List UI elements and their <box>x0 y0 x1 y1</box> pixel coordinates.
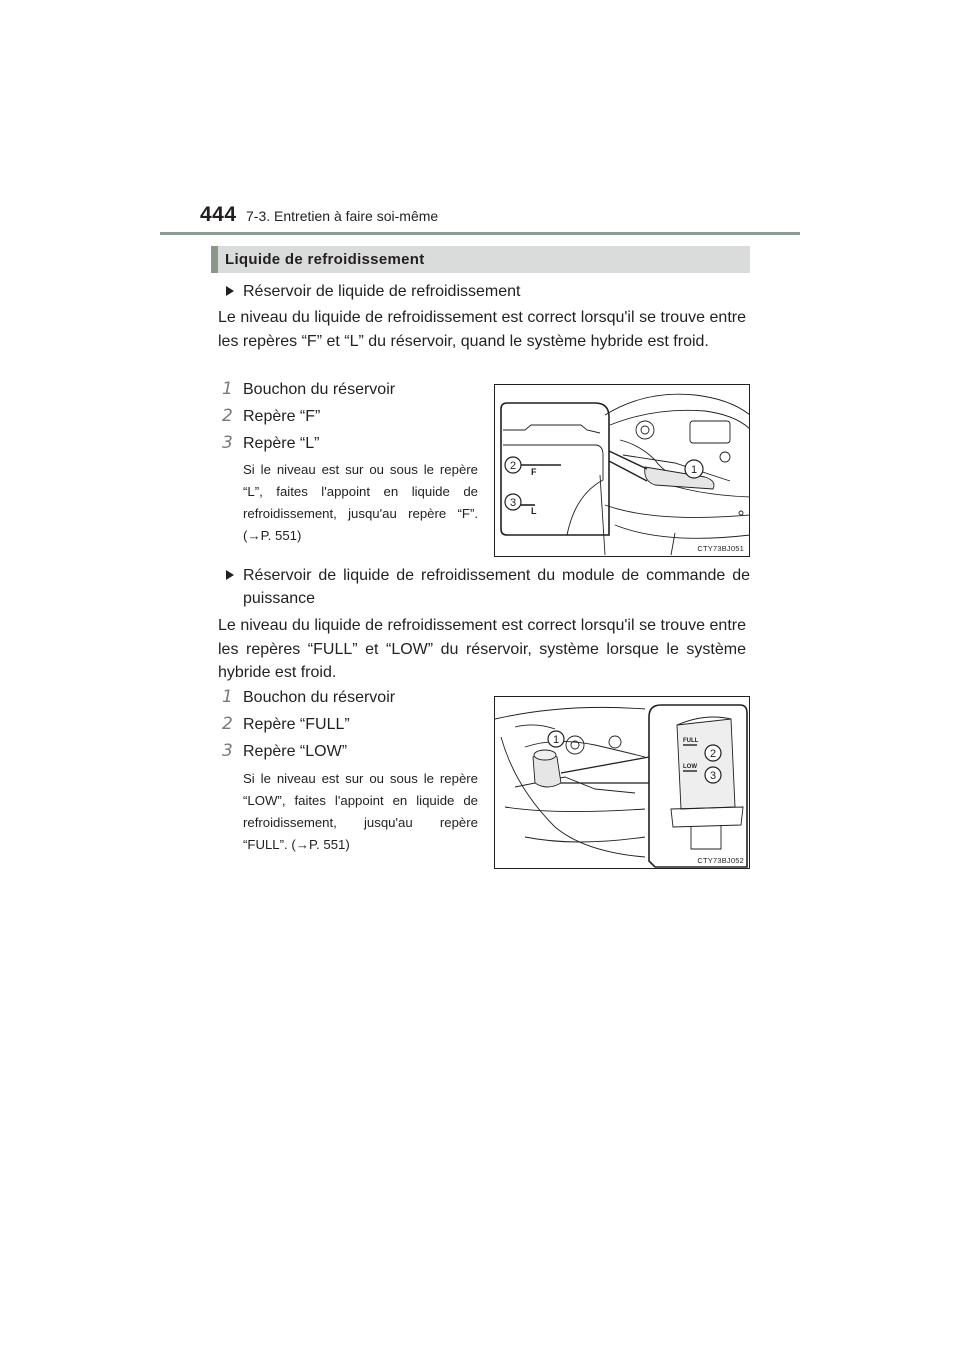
mark-f: F <box>531 467 537 477</box>
bullet-text: Réservoir de liquide de refroidissement <box>243 283 521 300</box>
item-number: 3 <box>222 741 233 761</box>
item-label: Repère “LOW” <box>243 743 348 760</box>
callout-3: 3 <box>709 770 717 782</box>
callout-2: 2 <box>709 748 717 760</box>
section-heading <box>211 246 750 273</box>
header-rule <box>160 232 800 235</box>
paragraph: Le niveau du liquide de refroidissement est correct lorsqu'il se trouve entre les repères “F” et “L” du réservoir, quand le système hybride est froid. <box>218 309 746 350</box>
bullet-text: Réservoir de liquide de refroidissement du module de commande de puissance <box>243 567 750 607</box>
item-number: 1 <box>222 379 233 399</box>
item-number: 2 <box>222 406 233 426</box>
item-label: Bouchon du réservoir <box>243 381 396 398</box>
item-number: 1 <box>222 687 233 707</box>
bullet-pcu-reservoir <box>226 564 750 610</box>
callout-1: 1 <box>690 464 698 476</box>
triangle-bullet-icon <box>226 570 234 580</box>
triangle-bullet-icon <box>226 286 234 296</box>
item-label: Repère “FULL” <box>243 716 350 733</box>
note: Si le niveau est sur ou sous le repère “LOW”, faites l'appoint en liquide de refroidissement, jusqu'au repère “FULL”. (→P. 551) <box>243 771 478 852</box>
mark-full: FULL <box>683 738 699 744</box>
figure-code: CTY73BJ052 <box>697 856 744 865</box>
mark-low: LOW <box>683 764 697 770</box>
callout-2: 2 <box>509 460 517 472</box>
callout-1: 1 <box>552 734 560 746</box>
figure-pcu-reservoir <box>494 696 750 869</box>
section-accent <box>211 246 218 273</box>
page-number: 444 <box>200 203 237 226</box>
item-label: Repère “F” <box>243 408 321 425</box>
figure-coolant-reservoir <box>494 384 750 557</box>
bullet-reservoir <box>226 280 750 303</box>
item-label: Bouchon du réservoir <box>243 689 396 706</box>
section-title: Liquide de refroidissement <box>225 251 425 268</box>
chapter-title: 7-3. Entretien à faire soi-même <box>246 208 439 224</box>
item-number: 2 <box>222 714 233 734</box>
engine-illustration <box>495 697 750 869</box>
note: Si le niveau est sur ou sous le repère “L”, faites l'appoint en liquide de refroidissement, jusqu'au repère “F”. (→P. 551) <box>243 462 478 543</box>
callout-3: 3 <box>509 497 517 509</box>
figure-code: CTY73BJ051 <box>697 544 744 553</box>
item-number: 3 <box>222 433 233 453</box>
mark-l: L <box>531 506 537 516</box>
engine-illustration <box>495 385 750 557</box>
paragraph: Le niveau du liquide de refroidissement est correct lorsqu'il se trouve entre les repères “FULL” et “LOW” du réservoir, système lorsque le système hybride est froid. <box>218 617 746 681</box>
item-label: Repère “L” <box>243 435 320 452</box>
